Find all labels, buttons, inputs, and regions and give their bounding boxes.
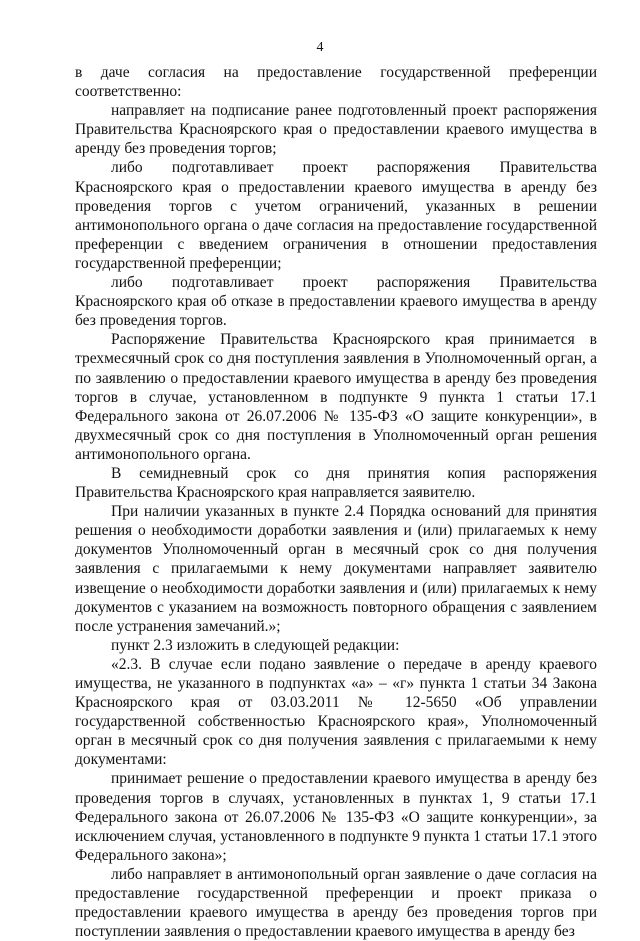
document-body [75, 63, 597, 941]
paragraph: принимает решение о предоставлении краевого имущества в аренду без проведения торгов в случаях, установленных в пунктах 1, 9 статьи 17.1 Федерального закона от 26.07.2006 № 135-ФЗ «О защите конкуренции», за исключением случая, установленного в подпункте 9 пункта 1 статьи 17.1 этого Федерального закона»; [75, 770, 597, 864]
page-number: 4 [316, 40, 324, 55]
paragraph: При наличии указанных в пункте 2.4 Порядка оснований для принятия решения о необходимости доработки заявления и (или) прилагаемых к нему документов Уполномоченный орган в месячный срок со дня получения заявления с прилагаемыми к нему документами направляет заявителю извещение о необходимости доработки заявления и (или) прилагаемых к нему документов с указанием на возможность повторного обращения с заявлением после устранения замечаний.»; [75, 503, 597, 635]
paragraph: направляет на подписание ранее подготовленный проект распоряжения Правительства Красноярского края о предоставлении краевого имущества в аренду без проведения торгов; [75, 102, 597, 158]
paragraph: В семидневный срок со дня принятия копия распоряжения Правительства Красноярского края направляется заявителю. [75, 464, 597, 502]
paragraph: пункт 2.3 изложить в следующей редакции: [111, 636, 400, 654]
paragraph: либо подготавливает проект распоряжения Правительства Красноярского края о предоставлении краевого имущества в аренду без проведения торгов с учетом ограничений, указанных в решении антимонопольного органа о даче согласия на предоставление государственной преференции с введением ограничения в отношении предоставления государственной преференции; [75, 159, 597, 272]
paragraph: Распоряжение Правительства Красноярского края принимается в трехмесячный срок со дня поступления заявления в Уполномоченный орган, а по заявлению о предоставлении краевого имущества в аренду без проведения торгов в случае, установленном в подпункте 9 пункта 1 статьи 17.1 Федерального закона от 26.07.2006 № 135-ФЗ «О защите конкуренции», в двухмесячный срок со дня поступления в Уполномоченный орган решения антимонопольного органа. [75, 331, 597, 463]
paragraph: либо подготавливает проект распоряжения Правительства Красноярского края об отказе в предоставлении краевого имущества в аренду без проведения торгов. [75, 274, 597, 330]
paragraph: «2.3. В случае если подано заявление о передаче в аренду краевого имущества, не указанного в подпунктах «а» – «г» пункта 1 статьи 34 Закона Красноярского края от 03.03.2011 № 12-5650 «Об управлении государственной собственностью Красноярского края», Уполномоченный орган в месячный срок со дня получения заявления с прилагаемыми к нему документами: [75, 655, 597, 769]
paragraph: в даче согласия на предоставление государственной преференции соответственно: [75, 64, 597, 101]
paragraph: либо направляет в антимонопольный орган заявление о даче согласия на предоставление государственной преференции и проект приказа о предоставлении краевого имущества в аренду без проведения торгов при поступлении заявления о предоставлении краевого имущества в аренду без [75, 865, 597, 941]
